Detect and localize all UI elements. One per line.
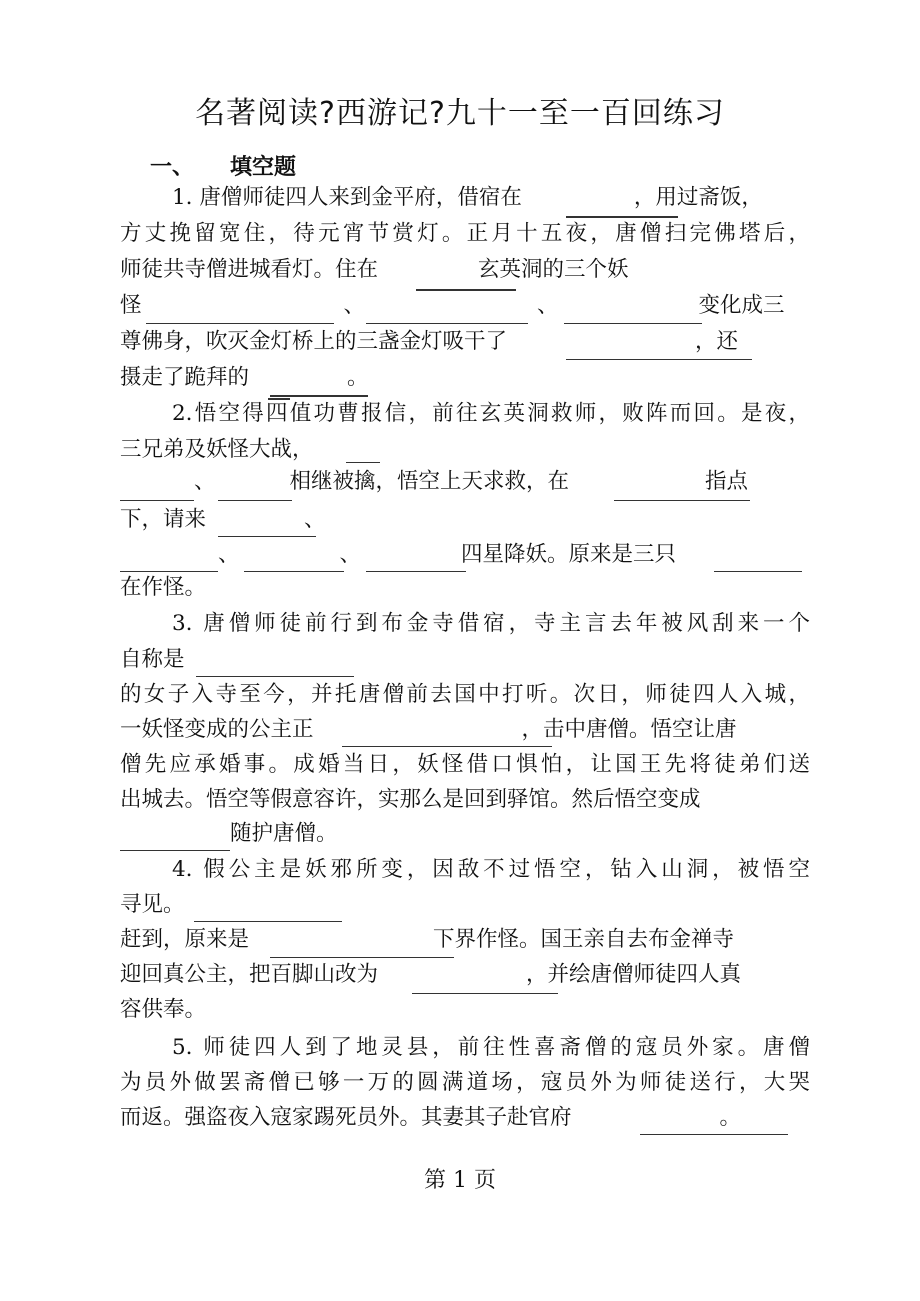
- text-line: [120, 750, 810, 780]
- text-segment: 、: [339, 542, 362, 567]
- text-segment: 、: [304, 507, 326, 532]
- text-line: [120, 819, 810, 849]
- text-segment: 1. 唐僧师徒四人来到金平府，借宿在: [172, 185, 522, 210]
- text-line: [120, 890, 810, 920]
- blank-underline: [566, 359, 752, 360]
- blank-underline: [366, 323, 528, 324]
- text-segment: 下界作怪。国王亲自去布金禅寺: [433, 927, 735, 952]
- text-line: [120, 219, 810, 249]
- text-line: [120, 960, 810, 990]
- text-segment: 容供奉。: [120, 997, 207, 1022]
- blank-underline: [412, 993, 558, 994]
- blank-underline: [640, 1134, 788, 1135]
- text-line: [120, 715, 810, 745]
- text-segment: 为员外做罢斋僧已够一万的圆满道场，寇员外为师徒送行，大哭: [120, 1070, 810, 1095]
- text-segment: 寻见。: [120, 892, 185, 917]
- text-line: [120, 291, 810, 321]
- blank-fill: [522, 191, 634, 213]
- text-line: [120, 505, 810, 535]
- blank-underline: [416, 289, 516, 291]
- text-line: [120, 680, 810, 710]
- blank-fill: [559, 299, 699, 321]
- blank-fill: [569, 475, 705, 497]
- text-line: [120, 573, 810, 603]
- text-segment: 师徒共寺僧进城看灯。住在: [120, 257, 379, 282]
- text-segment: ，还: [695, 329, 739, 354]
- text-segment: 而返。强盗夜入寇家踢死员外。其妻其子赴官府: [120, 1105, 572, 1130]
- blank-fill: [507, 335, 695, 357]
- blank-underline: [714, 571, 802, 572]
- text-segment: 僧先应承婚事。成婚当日，妖怪借口惧怕，让国王先将徒弟们送: [120, 752, 810, 777]
- text-line: [120, 1033, 810, 1063]
- text-segment: 、: [343, 293, 366, 318]
- text-segment: 随护唐僧。: [230, 821, 338, 846]
- blank-underline: [366, 571, 466, 572]
- section-number: 一、: [150, 155, 195, 180]
- text-segment: 出城去。悟空等假意容许，实那么是回到驿馆。然后悟空变成: [120, 787, 701, 812]
- blank-underline: [566, 216, 678, 218]
- blank-fill: [240, 548, 340, 570]
- blank-underline: [342, 746, 552, 747]
- blank-underline: [614, 500, 750, 501]
- text-line: [120, 995, 810, 1025]
- text-segment: ，用过斋饭，: [633, 185, 763, 210]
- text-segment: 方丈挽留宽住，待元宵节赏灯。正月十五夜，唐僧扫完佛塔后，: [120, 221, 810, 246]
- text-line: [120, 399, 810, 429]
- text-line: [120, 1103, 810, 1133]
- text-segment: 赶到，原来是: [120, 927, 250, 952]
- text-segment: 相继被擒，悟空上天求救，在: [289, 469, 570, 494]
- blank-fill: [361, 548, 461, 570]
- text-segment: 的女子入寺至今，并托唐僧前去国中打听。次日，师徒四人入城，: [120, 682, 810, 707]
- text-line: [120, 363, 810, 393]
- blank-underline: [346, 462, 380, 463]
- text-segment: 指点: [705, 469, 749, 494]
- blank-underline: [146, 323, 334, 324]
- blank-underline: [268, 398, 290, 400]
- text-segment: ，并绘唐僧师徒四人真: [526, 962, 742, 987]
- section-heading: [150, 150, 296, 181]
- text-segment: 3. 唐僧师徒前行到布金寺借宿，寺主言去年被风刮来一个: [172, 611, 810, 636]
- blank-underline: [120, 850, 230, 851]
- blank-fill: [216, 475, 290, 497]
- blank-fill: [120, 827, 230, 849]
- text-line: [120, 467, 810, 497]
- blank-fill: [206, 513, 304, 535]
- blank-fill: [120, 548, 218, 570]
- text-segment: 自称是: [120, 647, 185, 672]
- text-segment: 4. 假公主是妖邪所变，因敌不过悟空，钻入山洞，被悟空: [172, 857, 810, 882]
- text-segment: 玄英洞的三个妖: [478, 257, 629, 282]
- blank-fill: [249, 933, 433, 955]
- blank-fill: [572, 1111, 720, 1133]
- blank-underline: [120, 500, 194, 501]
- blank-fill: [120, 475, 194, 497]
- text-segment: 。: [347, 365, 369, 390]
- text-line: [120, 785, 810, 815]
- blank-underline: [120, 571, 218, 572]
- text-line: [120, 609, 810, 639]
- text-segment: 下，请来: [120, 507, 207, 532]
- text-segment: 、: [194, 469, 216, 494]
- blank-underline: [218, 500, 292, 501]
- text-segment: 三兄弟及妖怪大战，: [120, 437, 314, 462]
- blank-underline: [270, 395, 368, 397]
- text-segment: 一妖怪变成的公主正: [120, 717, 314, 742]
- text-line: [120, 183, 810, 213]
- text-segment: 。: [719, 1105, 742, 1130]
- text-segment: 四星降妖。原来是三只: [461, 542, 677, 567]
- blank-fill: [378, 968, 526, 990]
- blank-underline: [270, 957, 454, 958]
- text-segment: 、: [537, 293, 559, 318]
- blank-fill: [142, 299, 344, 321]
- blank-fill: [365, 299, 537, 321]
- text-line: [120, 540, 810, 570]
- text-segment: ，击中唐僧。悟空让唐: [521, 717, 737, 742]
- text-line: [120, 645, 810, 675]
- blank-underline: [196, 676, 354, 677]
- blank-fill: [378, 263, 478, 285]
- text-segment: 怪: [120, 293, 142, 318]
- text-line: [120, 855, 810, 885]
- text-line: [120, 925, 810, 955]
- blank-underline: [194, 921, 342, 922]
- blank-fill: [249, 371, 347, 393]
- text-segment: 变化成三: [698, 293, 785, 318]
- blank-fill: [314, 723, 522, 745]
- blank-underline: [218, 536, 316, 537]
- text-line: [120, 1068, 810, 1098]
- section-label: 填空题: [230, 155, 297, 180]
- page-number: 第 1 页: [424, 1168, 496, 1193]
- text-segment: 迎回真公主，把百脚山改为: [120, 962, 379, 987]
- blank-underline: [244, 571, 344, 572]
- text-line: [120, 435, 810, 465]
- text-segment: 摄走了跪拜的: [120, 365, 250, 390]
- text-segment: 、: [218, 542, 240, 567]
- text-line: [120, 327, 810, 357]
- text-segment: 5. 师徒四人到了地灵县，前往性喜斋僧的寇员外家。唐僧: [172, 1035, 810, 1060]
- text-segment: 2.悟空得四值功曹报信，前往玄英洞救师，败阵而回。是夜，: [172, 401, 810, 426]
- text-line: [120, 255, 810, 285]
- text-segment: 尊佛身，吹灭金灯桥上的三盏金灯吸干了: [120, 329, 508, 354]
- text-segment: 在作怪。: [120, 575, 207, 600]
- page-title: 名著阅读?西游记?九十一至一百回练习: [195, 96, 725, 131]
- blank-underline: [564, 323, 702, 324]
